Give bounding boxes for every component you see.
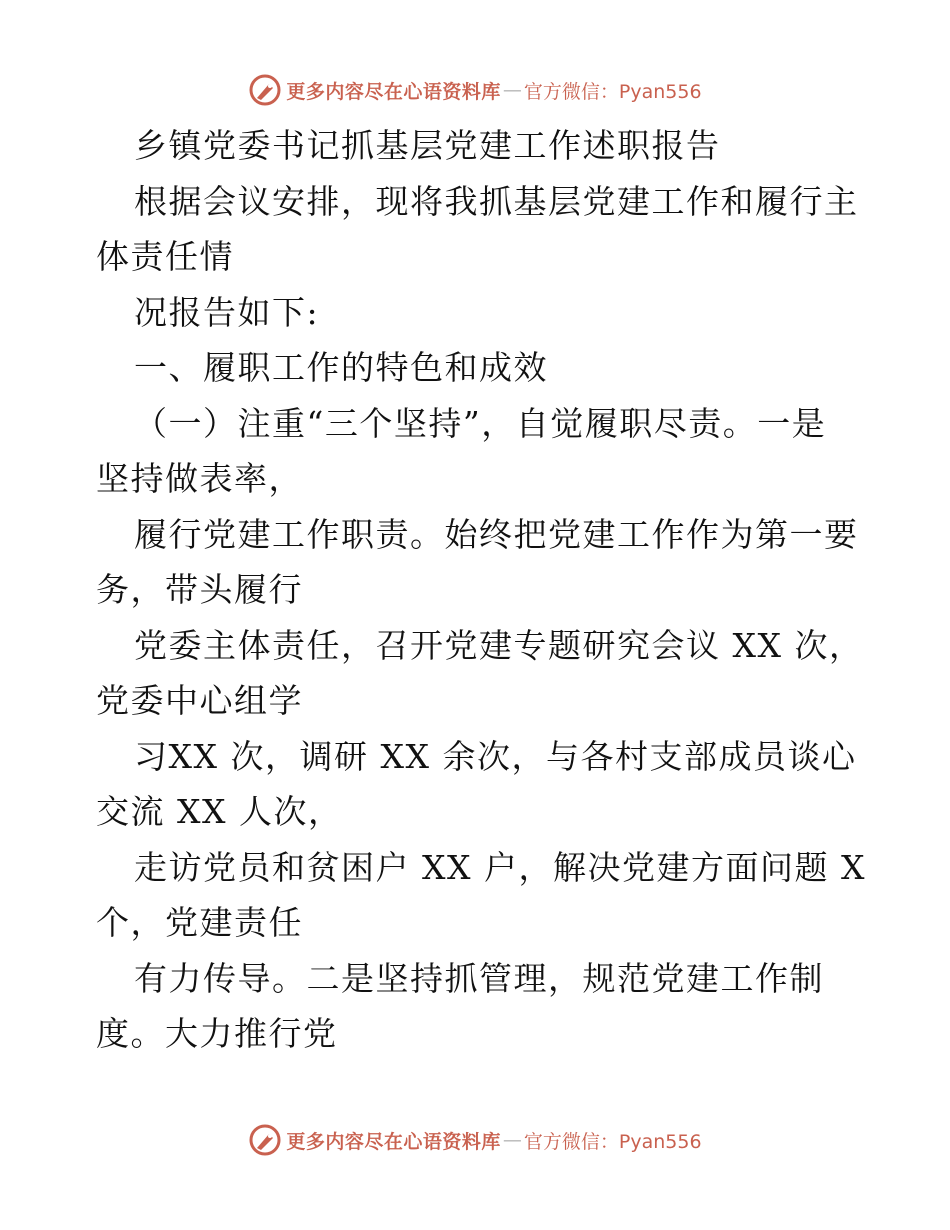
header-watermark-banner <box>0 70 950 110</box>
pen-nib-icon <box>248 73 282 107</box>
section-heading: 一、履职工作的特色和成效 <box>134 348 548 387</box>
banner-wechat: 官方微信：Pyan556 <box>523 80 702 103</box>
text-line: 坚持做表率， <box>96 459 303 498</box>
text-line: 有力传导。二是坚持抓管理，规范党建工作制 <box>134 958 824 998</box>
footer-watermark-banner <box>0 1120 950 1160</box>
text-line: （一）注重“三个坚持”，自觉履职尽责。一是 <box>134 403 827 443</box>
banner-dash: — <box>502 1129 522 1151</box>
document-title: 乡镇党委书记抓基层党建工作述职报告 <box>134 126 721 165</box>
text-line: 况报告如下: <box>134 292 320 332</box>
banner-dash: — <box>502 79 522 101</box>
pen-nib-icon <box>248 1123 282 1157</box>
banner-wechat: 官方微信：Pyan556 <box>523 1130 702 1153</box>
text-line: 务，带头履行 <box>96 570 303 609</box>
text-line: 交流 XX 人次， <box>96 792 343 831</box>
text-line: 走访党员和贫困户 XX 户，解决党建方面问题 X <box>134 847 866 887</box>
text-line: 体责任情 <box>96 237 234 276</box>
text-line: 习XX 次，调研 XX 余次，与各村支部成员谈心 <box>134 736 857 776</box>
document-body <box>96 118 866 1062</box>
banner-text: 更多内容尽在心语资料库 <box>286 1130 501 1153</box>
text-line: 度。大力推行党 <box>96 1014 338 1053</box>
text-line: 党委主体责任，召开党建专题研究会议 XX 次， <box>134 625 864 665</box>
text-line: 履行党建工作职责。始终把党建工作作为第一要 <box>134 514 859 554</box>
banner-text: 更多内容尽在心语资料库 <box>286 80 501 103</box>
text-line: 个，党建责任 <box>96 903 303 942</box>
text-line: 党委中心组学 <box>96 681 303 720</box>
text-line: 根据会议安排，现将我抓基层党建工作和履行主 <box>134 181 859 221</box>
